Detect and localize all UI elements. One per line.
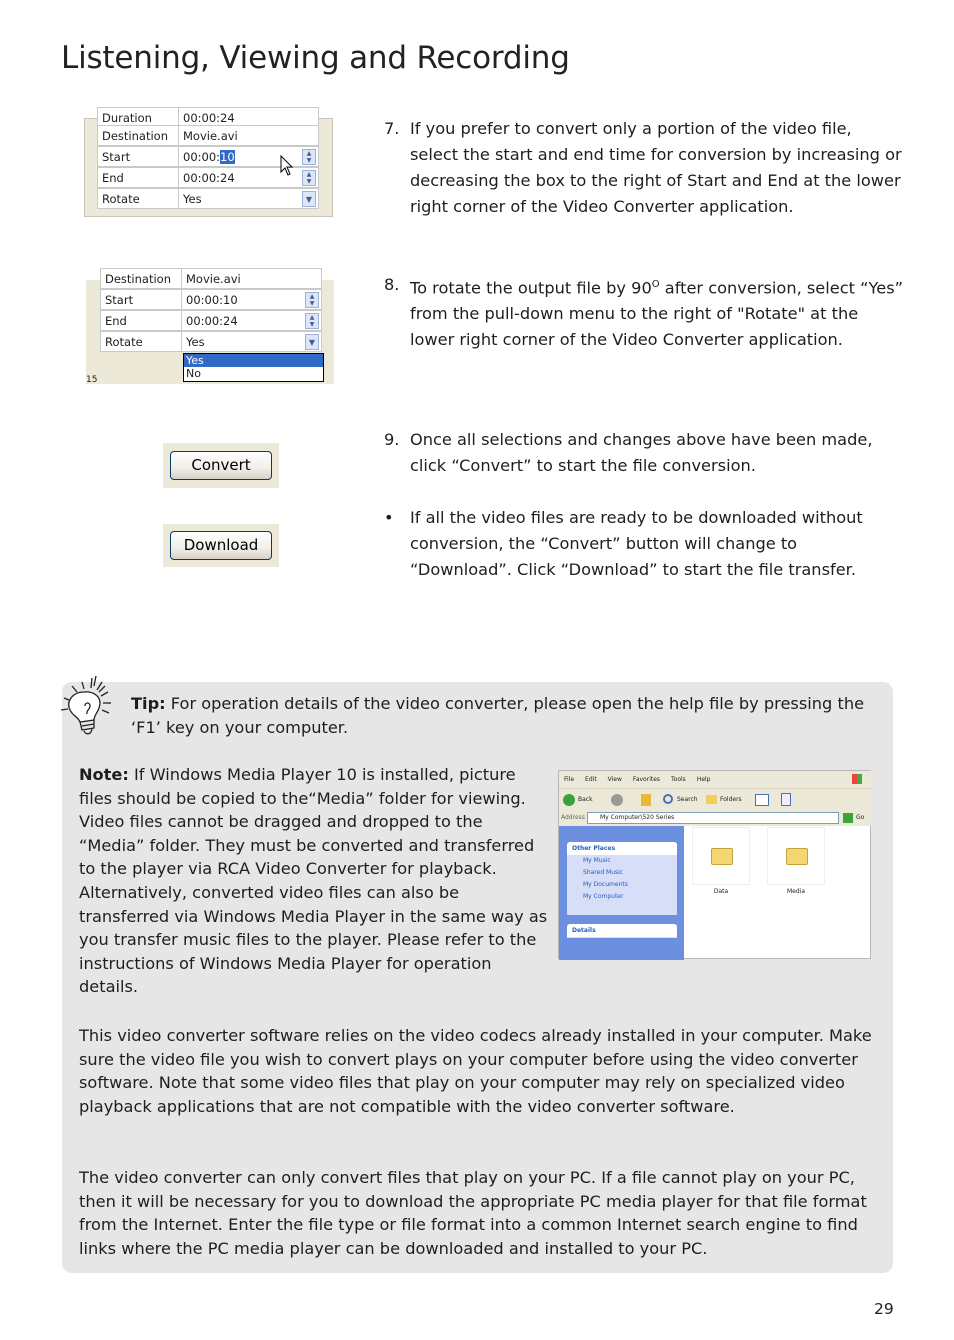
back-arrow-icon[interactable] xyxy=(563,794,575,806)
place-shared-music[interactable]: Shared Music xyxy=(583,869,624,876)
address-input[interactable] xyxy=(587,812,839,824)
grid-key: Start xyxy=(97,146,179,167)
up-folder-icon[interactable] xyxy=(641,794,651,806)
note-text: If Windows Media Player 10 is installed, picture files should be copied to the“Media” folder for viewing. Video files cannot be dragged and dropped to the “Media” folder. They must be converted and transferred to the player via RCA Video Converter for playback. Alternatively, converted video files can also be transferred via Windows Media Player in the same way as you transfer music files to the player. Please refer to the instructions of Windows Media Player for operation details. xyxy=(79,765,548,997)
page-title: Listening, Viewing and Recording xyxy=(61,40,570,76)
step-number: 8. xyxy=(384,275,400,294)
folder-data[interactable] xyxy=(692,827,750,885)
converter-settings-screenshot xyxy=(84,111,333,217)
download-button-screenshot xyxy=(163,524,279,567)
menu-edit[interactable]: Edit xyxy=(585,776,597,783)
dropdown-option-no[interactable]: No xyxy=(186,367,201,380)
dropdown-option-yes[interactable]: Yes xyxy=(184,354,323,367)
spinner-arrows-icon[interactable]: ▲ ▼ xyxy=(302,170,316,186)
chevron-down-icon[interactable]: ▼ xyxy=(305,334,319,350)
convert-button-screenshot xyxy=(163,443,279,488)
search-button[interactable]: Search xyxy=(677,796,698,803)
place-my-computer[interactable]: My Computer xyxy=(583,893,624,900)
rotate-select[interactable] xyxy=(179,188,319,209)
go-button[interactable]: Go xyxy=(856,814,865,821)
rotate-select[interactable] xyxy=(182,331,322,352)
destination-field[interactable]: Movie.avi xyxy=(179,125,319,146)
tip-label: Tip: xyxy=(131,694,166,713)
folders-icon[interactable] xyxy=(706,795,717,804)
rotate-dropdown-list[interactable] xyxy=(183,353,324,382)
grid-key: Duration xyxy=(97,107,179,128)
grid-row-end xyxy=(100,310,322,331)
menu-favorites[interactable]: Favorites xyxy=(632,776,661,783)
page-icon[interactable] xyxy=(781,793,791,806)
step-text-part: To rotate the output file by 90 xyxy=(410,278,652,298)
pc-player-paragraph: The video converter can only convert files that play on your PC. If a file cannot play on your PC, then it will be necessary for you to download the appropriate PC media player for that file format from the Internet. Enter the file type or file format into a common Internet search engine to find links where the PC media player can be downloaded and installed to your PC. xyxy=(79,1168,867,1258)
grid-row-destination xyxy=(97,125,319,146)
explorer-window-screenshot xyxy=(558,770,871,959)
end-time-value: 00:00:24 xyxy=(186,314,238,328)
grid-key: End xyxy=(100,310,182,331)
end-time-field[interactable] xyxy=(182,310,322,331)
chevron-down-icon[interactable]: ▼ xyxy=(302,191,316,207)
step-bullet xyxy=(384,505,904,583)
folder-icon xyxy=(711,848,733,865)
mouse-pointer-icon xyxy=(280,155,294,182)
start-time-prefix: 00:00: xyxy=(183,150,221,164)
grid-row-rotate xyxy=(97,188,319,209)
degree-superscript: O xyxy=(651,279,660,290)
other-places-header[interactable]: Other Places xyxy=(567,842,677,855)
grid-row-start xyxy=(100,289,322,310)
convert-button[interactable]: Convert xyxy=(170,451,272,480)
step-8 xyxy=(384,272,904,353)
lightbulb-icon xyxy=(58,672,128,746)
start-time-selection: 10 xyxy=(220,150,235,164)
grid-footer-value: 15 xyxy=(86,375,98,385)
grid-key: Destination xyxy=(100,268,182,289)
download-button[interactable]: Download xyxy=(170,531,272,560)
bullet: • xyxy=(384,508,394,527)
search-icon[interactable] xyxy=(663,794,673,804)
step-text-part: after conversion, select “Yes” from the pull-down menu to the right of "Rotate" at the lower right corner of the Video Converter application. xyxy=(410,278,904,350)
step-number: 7. xyxy=(384,119,400,138)
grid-row-destination xyxy=(100,268,322,289)
other-places-panel xyxy=(567,842,677,915)
place-my-documents[interactable]: My Documents xyxy=(583,881,628,888)
end-time-field[interactable] xyxy=(179,167,319,188)
details-panel xyxy=(567,924,677,938)
address-label: Address xyxy=(561,814,585,821)
step-text: If you prefer to convert only a portion of the video file, select the start and end time for conversion by increasing or decreasing the box to the right of Start and End at the lower right corner of the Video Converter application. xyxy=(410,119,902,216)
spinner-arrows-icon[interactable]: ▲ ▼ xyxy=(305,292,319,308)
grid-key: End xyxy=(97,167,179,188)
views-icon[interactable] xyxy=(755,794,769,806)
codecs-paragraph: This video converter software relies on the video codecs already installed in your computer. Make sure the video file you wish to convert plays on your computer before using the video converter software. Note that some video files that play on your computer may rely on specialized video playback applications that are not compatible with the video converter software. xyxy=(79,1026,872,1116)
forward-arrow-icon[interactable] xyxy=(611,794,623,806)
folder-media[interactable] xyxy=(767,827,825,885)
spinner-arrows-icon[interactable]: ▲ ▼ xyxy=(302,149,316,165)
folder-icon xyxy=(786,848,808,865)
step-text: Once all selections and changes above have been made, click “Convert” to start the file conversion. xyxy=(410,430,873,475)
step-text: If all the video files are ready to be downloaded without conversion, the “Convert” button will change to “Download”. Click “Download” to start the file transfer. xyxy=(410,508,863,579)
tip-text: For operation details of the video converter, please open the help file by pressing the ‘F1’ key on your computer. xyxy=(131,694,865,737)
menu-file[interactable]: File xyxy=(564,776,575,783)
go-arrow-icon[interactable] xyxy=(843,813,853,823)
grid-key: Rotate xyxy=(100,331,182,352)
tip-paragraph xyxy=(131,692,876,739)
step-9 xyxy=(384,427,904,479)
place-my-music[interactable]: My Music xyxy=(583,857,611,864)
step-number: 9. xyxy=(384,430,400,449)
back-button[interactable]: Back xyxy=(578,796,593,803)
explorer-task-pane xyxy=(559,826,684,960)
folders-button[interactable]: Folders xyxy=(720,796,742,803)
folder-label-data: Data xyxy=(713,888,729,895)
step-text xyxy=(410,272,904,353)
start-time-value: 00:00:10 xyxy=(186,293,238,307)
page-number: 29 xyxy=(874,1300,894,1318)
grid-key: Rotate xyxy=(97,188,179,209)
menu-help[interactable]: Help xyxy=(696,776,711,783)
explorer-menubar xyxy=(559,771,872,788)
grid-key: Start xyxy=(100,289,182,310)
grid-value: Movie.avi xyxy=(182,268,322,289)
start-time-field[interactable] xyxy=(182,289,322,310)
explorer-toolbar xyxy=(559,788,872,810)
spinner-arrows-icon[interactable]: ▲ ▼ xyxy=(305,313,319,329)
rotate-value: Yes xyxy=(186,335,205,349)
end-time-value: 00:00:24 xyxy=(183,171,235,185)
details-header[interactable]: Details xyxy=(567,924,677,937)
folder-label-media: Media xyxy=(786,888,806,895)
note-label: Note: xyxy=(79,765,129,784)
grid-row-rotate xyxy=(100,331,322,352)
note-paragraph xyxy=(79,763,549,999)
grid-value: 00:00:24 xyxy=(179,107,319,128)
start-time-field[interactable] xyxy=(179,146,319,167)
step-7 xyxy=(384,116,904,220)
rotate-value: Yes xyxy=(183,192,202,206)
menu-tools[interactable]: Tools xyxy=(671,776,686,783)
windows-logo-icon xyxy=(852,774,862,784)
grid-key: Destination xyxy=(97,125,179,146)
address-bar xyxy=(559,810,872,826)
menu-view[interactable]: View xyxy=(607,776,622,783)
address-value: My Computer\520 Series xyxy=(600,814,675,821)
